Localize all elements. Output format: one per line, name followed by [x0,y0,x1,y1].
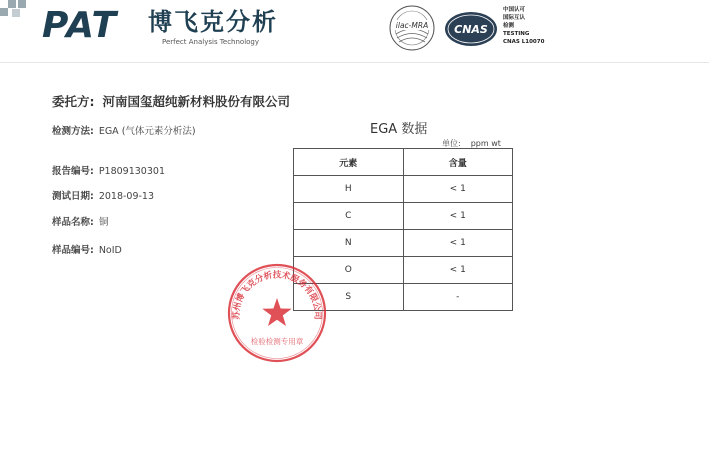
table-row [294,230,513,257]
client-line [52,92,290,110]
test-method-value: EGA (气体元素分析法) [98,126,196,137]
cnas-label: CNAS [454,23,488,36]
pat-logo: PAT [42,5,118,46]
test-method-field [52,123,196,137]
sample-number-field [52,242,122,256]
report-number-value: P1809130301 [98,166,165,177]
report-number-field [52,163,165,177]
content-column-header: 含量 [403,149,513,176]
ilac-mra-logo [388,4,436,52]
element-cell: O [294,257,404,284]
content-cell: < 1 [403,230,513,257]
corner-mark [0,0,30,18]
cnas-accreditation-text: 中国认可 国际互认 检测 TESTING CNAS L10070 [503,7,545,45]
test-date-field [52,188,154,202]
element-cell: S [294,284,404,311]
test-date-label: 测试日期: [52,191,94,202]
sample-name-field [52,214,108,228]
ilac-label: ilac-MRA [395,21,429,30]
content-cell: < 1 [403,176,513,203]
sample-number-value: NoID [98,245,122,256]
client-value: 河南国玺超纯新材料股份有限公司 [102,94,291,109]
table-row [294,176,513,203]
element-cell: C [294,203,404,230]
sample-name-label: 样品名称: [52,217,94,228]
content-cell: < 1 [403,257,513,284]
header-divider [0,62,709,63]
content-cell: - [403,284,513,311]
element-cell: N [294,230,404,257]
test-method-label: 检测方法: [52,126,94,137]
seal-company-text: 苏州博飞克分析技术服务有限公司 [231,270,323,320]
company-name-cn: 博飞克分析 [148,8,278,36]
content-cell: < 1 [403,203,513,230]
report-number-label: 报告编号: [52,166,94,177]
cnas-logo [443,9,499,49]
official-seal-stamp [226,262,328,364]
sample-number-label: 样品编号: [52,245,94,256]
table-row [294,203,513,230]
company-name-en: Perfect Analysis Technology [162,38,260,46]
element-cell: H [294,176,404,203]
test-date-value: 2018-09-13 [98,191,155,202]
unit-value: ppm wt [470,139,501,148]
client-label: 委托方: [52,94,95,109]
unit-label: 单位: [442,139,461,148]
ega-data-title: EGA 数据 [370,122,428,137]
sample-name-value: 铜 [98,217,109,228]
seal-purpose-text: 检验检测专用章 [250,337,304,346]
table-header-row [294,149,513,176]
element-column-header: 元素 [294,149,404,176]
report-header [0,0,709,60]
